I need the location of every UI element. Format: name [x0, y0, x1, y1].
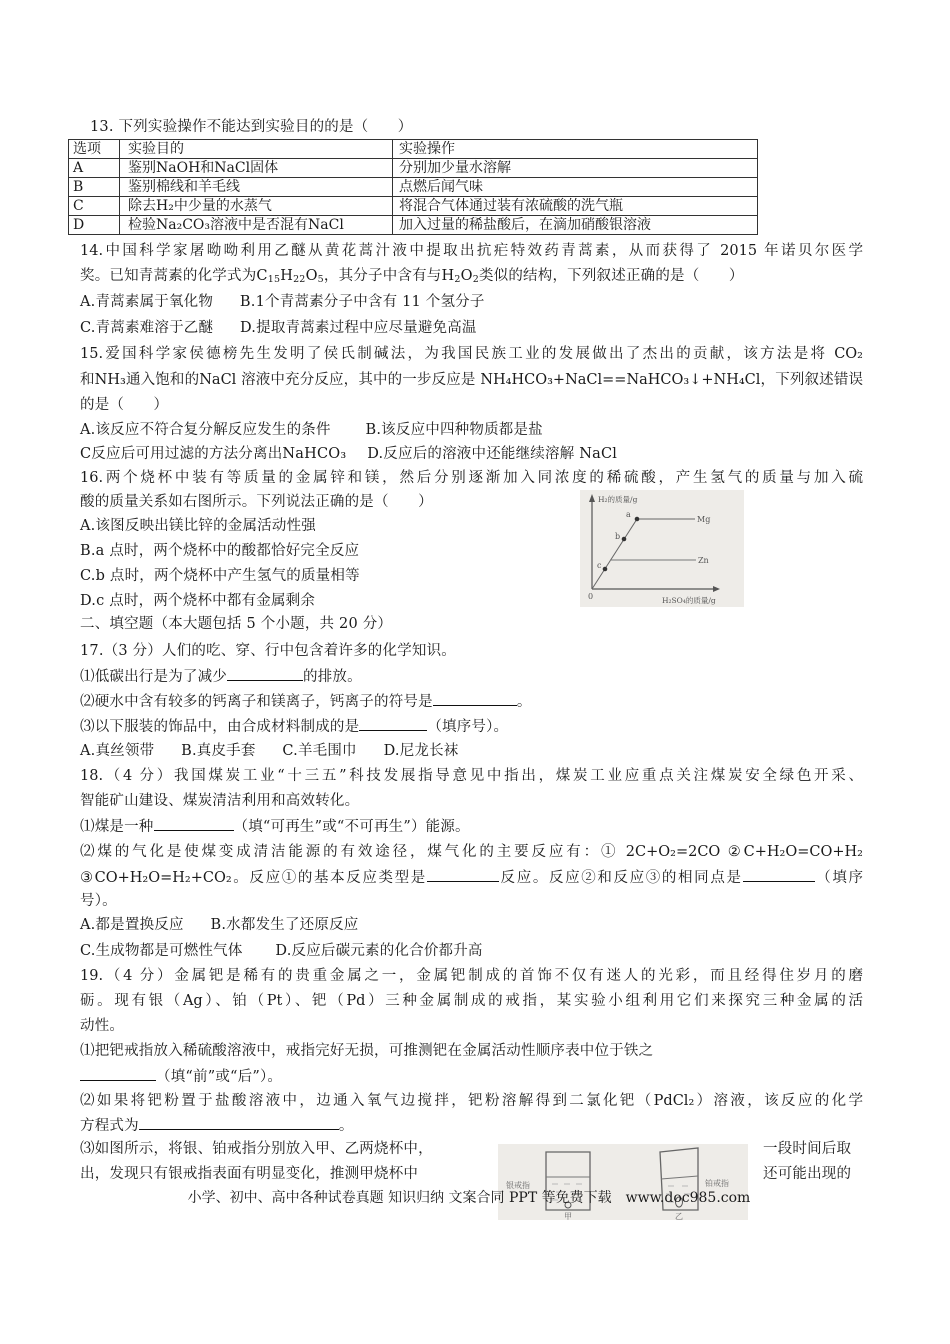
text: （填“可再生”或“不可再生”）能源。	[233, 819, 470, 835]
text: ⑵硬水中含有较多的钙离子和镁离子，钙离子的符号是	[80, 694, 433, 710]
option-d: D.尼龙长袜	[383, 743, 459, 759]
option-c: C.生成物都是可燃性气体	[80, 943, 243, 959]
question-19-part-1-line-1: ⑴把钯戒指放入稀硫酸溶液中，戒指完好无损，可推测钯在金属活动性顺序表中位于铁之	[80, 1043, 654, 1059]
question-14-options-ab	[80, 292, 485, 312]
option-a: A.青蒿素属于氧化物	[80, 294, 214, 310]
option-b: B.水都发生了还原反应	[210, 917, 359, 933]
origin-label: 0	[588, 592, 594, 601]
question-19-part-3-line-1-right: 一段时间后取	[763, 1141, 852, 1157]
table-row	[69, 197, 758, 216]
page-footer	[0, 1188, 950, 1208]
text: （填序号）。	[427, 719, 509, 735]
beakers-figure	[498, 1144, 748, 1220]
option-cell: A	[69, 159, 120, 178]
question-16-line-2: 酸的质量关系如右图所示。下列说法正确的是（ ）	[80, 494, 433, 510]
option-b: B.该反应中四种物质都是盐	[365, 422, 543, 438]
text: ⑴煤是一种	[80, 819, 154, 835]
option-c: C.青蒿素难溶于乙醚	[80, 320, 214, 336]
option-cell: B	[69, 178, 120, 197]
subscript: 22	[293, 274, 306, 285]
text: ⑴低碳出行是为了减少	[80, 669, 227, 685]
answer-blank[interactable]	[227, 666, 303, 681]
silver-ring-label: 银戒指	[506, 1181, 530, 1190]
header-purpose: 实验目的	[120, 140, 393, 159]
point-c-label: c	[597, 561, 602, 570]
answer-blank[interactable]	[80, 1066, 156, 1081]
hydrogen-mass-graph	[580, 490, 744, 607]
question-19-part-3-line-1-left: ⑶如图所示，将银、铂戒指分别放入甲、乙两烧杯中，	[80, 1141, 433, 1157]
question-19-part-3-line-2-right: 还可能出现的	[763, 1166, 852, 1182]
question-16-option-c: C.b 点时，两个烧杯中产生氢气的质量相等	[80, 568, 360, 584]
question-18-part-2-line-3: 号）。	[80, 893, 117, 909]
zn-label: Zn	[698, 556, 709, 565]
platinum-ring-label: 铂戒指	[705, 1179, 729, 1188]
text: O	[305, 268, 318, 284]
option-cell: D	[69, 216, 120, 235]
purpose-cell: 除去H₂中少量的水蒸气	[120, 197, 393, 216]
option-a: A.都是置换反应	[80, 917, 184, 933]
text: ③CO+H₂O=H₂+CO₂。反应①的基本反应类型是	[80, 870, 427, 886]
answer-blank[interactable]	[743, 867, 815, 882]
beaker-jia-label: 甲	[564, 1212, 572, 1220]
question-14-options-cd	[80, 318, 477, 338]
option-d: D.反应后的溶液中还能继续溶解 NaCl	[367, 446, 618, 462]
question-18-part-1	[80, 816, 470, 837]
table-row	[69, 178, 758, 197]
option-c: C.羊毛围巾	[282, 743, 357, 759]
table-row	[69, 216, 758, 235]
question-17-part-3	[80, 716, 508, 737]
question-17-options	[80, 741, 459, 761]
question-19-part-3-line-2-left: 出，发现只有银戒指表面有明显变化，推测甲烧杯中	[80, 1166, 419, 1182]
question-14-line-1: 14.中国科学家屠呦呦利用乙醚从黄花蒿汁液中提取出抗疟特效药青蒿素，从而获得了 2015 年诺贝尔医学	[80, 243, 863, 259]
option-a: A.真丝领带	[80, 743, 155, 759]
question-15-line-1: 15.爱国科学家侯德榜先生发明了侯氏制碱法，为我国民族工业的发展做出了杰出的贡献，该方法是将 CO₂	[80, 346, 863, 362]
question-13-table	[68, 139, 758, 235]
point-a-label: a	[626, 510, 631, 519]
question-19-part-2-line-2	[80, 1115, 354, 1136]
option-d: D.提取青蒿素过程中应尽量避免高温	[240, 320, 477, 336]
footer-text: 小学、初中、高中各种试卷真题 知识归纳 文案合同 PPT 等免费下载 www.doc985.com	[187, 1190, 751, 1206]
text: ，其分子中含有与H	[323, 268, 455, 284]
answer-blank[interactable]	[433, 691, 517, 706]
subscript: 2	[472, 274, 479, 285]
question-16-option-b: B.a 点时，两个烧杯中的酸都恰好完全反应	[80, 543, 360, 559]
question-16-option-a: A.该图反映出镁比锌的金属活动性强	[80, 518, 316, 534]
text: （填序	[814, 870, 864, 886]
question-19-line-1: 19.（4 分）金属钯是稀有的贵重金属之一，金属钯制成的首饰不仅有迷人的光彩，而且经得住岁月的磨	[80, 968, 863, 984]
subscript: 5	[317, 274, 324, 285]
operation-cell: 加入过量的稀盐酸后，在滴加硝酸银溶液	[393, 216, 758, 235]
text: ⑶以下服装的饰品中，由合成材料制成的是	[80, 719, 360, 735]
option-c: C反应后可用过滤的方法分离出NaHCO₃	[80, 446, 347, 462]
subscript: 2	[454, 274, 461, 285]
x-axis-label: H₂SO₄的质量/g	[662, 596, 716, 605]
question-18-options-ab	[80, 915, 358, 935]
option-b: B.1个青蒿素分子中含有 11 个氢分子	[239, 294, 485, 310]
question-16-option-d: D.c 点时，两个烧杯中都有金属剩余	[80, 593, 316, 609]
option-cell: C	[69, 197, 120, 216]
section-2-heading: 二、填空题（本大题包括 5 个小题，共 20 分）	[80, 616, 393, 632]
table-header-row	[69, 140, 758, 159]
question-17-part-2	[80, 691, 532, 712]
answer-blank[interactable]	[427, 867, 499, 882]
question-17-stem: 17.（3 分）人们的吃、穿、行中包含着许多的化学知识。	[80, 643, 456, 659]
purpose-cell: 检验Na₂CO₃溶液中是否混有NaCl	[120, 216, 393, 235]
beaker-icon	[498, 1144, 748, 1220]
question-19-line-2: 砺。现有银（Ag）、铂（Pt）、钯（Pd）三种金属制成的戒指，某实验小组利用它们来探究三种金属的活	[80, 993, 863, 1009]
answer-blank[interactable]	[154, 816, 234, 831]
text: 。	[516, 694, 532, 710]
table-row	[69, 159, 758, 178]
question-18-part-2-line-2	[80, 867, 863, 888]
question-15-options-cd	[80, 444, 617, 464]
text: H	[280, 268, 294, 284]
question-18-line-1: 18.（4 分）我国煤炭工业“十三五”科技发展指导意见中指出，煤炭工业应重点关注煤炭安全绿色开采、	[80, 768, 863, 784]
purpose-cell: 鉴别NaOH和NaCl固体	[120, 159, 393, 178]
question-18-options-cd	[80, 941, 483, 961]
text: （填“前”或“后”）。	[156, 1069, 283, 1085]
text: 。	[338, 1118, 354, 1134]
operation-cell: 将混合气体通过装有浓硫酸的洗气瓶	[393, 197, 758, 216]
question-15-options-ab	[80, 420, 543, 440]
option-d: D.反应后碳元素的化合价都升高	[275, 943, 483, 959]
point-b-label: b	[615, 532, 621, 541]
question-19-line-3: 动性。	[80, 1018, 125, 1034]
question-15-line-2: 和NH₃通入饱和的NaCl 溶液中充分反应，其中的一步反应是 NH₄HCO₃+NaCl==NaHCO₃↓+NH₄Cl，下列叙述错误	[80, 372, 863, 388]
header-operation: 实验操作	[393, 140, 758, 159]
question-13-stem: 13. 下列实验操作不能达到实验目的的是（ ）	[90, 119, 413, 135]
mg-label: Mg	[697, 515, 711, 524]
question-15-line-3: 的是（ ）	[80, 397, 169, 413]
answer-blank[interactable]	[139, 1115, 339, 1130]
text: 的排放。	[303, 669, 362, 685]
text: 方程式为	[80, 1118, 139, 1134]
question-17-part-1	[80, 666, 362, 687]
beaker-yi-label: 乙	[675, 1212, 683, 1220]
text: 类似的结构，下列叙述正确的是（ ）	[478, 268, 744, 284]
question-14-line-2	[80, 266, 744, 286]
subscript: 15	[267, 274, 281, 285]
text: O	[460, 268, 473, 284]
operation-cell: 分别加少量水溶解	[393, 159, 758, 178]
question-18-part-2-line-1: ⑵煤的气化是使煤变成清洁能源的有效途径，煤气化的主要反应有：① 2C+O₂=2CO ②C+H₂O=CO+H₂	[80, 844, 863, 860]
answer-blank[interactable]	[359, 716, 427, 731]
text: 奖。已知青蒿素的化学式为C	[80, 268, 268, 284]
purpose-cell: 鉴别棉线和羊毛线	[120, 178, 393, 197]
question-16-line-1: 16.两个烧杯中装有等质量的金属锌和镁，然后分别逐渐加入同浓度的稀硫酸，产生氢气的质量与加入硫	[80, 470, 863, 486]
header-option: 选项	[69, 140, 120, 159]
option-a: A.该反应不符合复分解反应发生的条件	[80, 422, 331, 438]
question-18-line-2: 智能矿山建设、煤炭清洁利用和高效转化。	[80, 793, 360, 809]
question-19-part-2-line-1: ⑵如果将钯粉置于盐酸溶液中，边通入氧气边搅拌，钯粉溶解得到二氯化钯（PdCl₂）溶液，该反应的化学	[80, 1093, 863, 1109]
option-b: B.真皮手套	[181, 743, 256, 759]
graph-icon	[580, 490, 744, 607]
question-19-part-1-line-2	[80, 1066, 282, 1087]
operation-cell: 点燃后闻气味	[393, 178, 758, 197]
y-axis-label: H₂的质量/g	[598, 495, 638, 504]
text: 反应。反应②和反应③的相同点是	[498, 870, 743, 886]
